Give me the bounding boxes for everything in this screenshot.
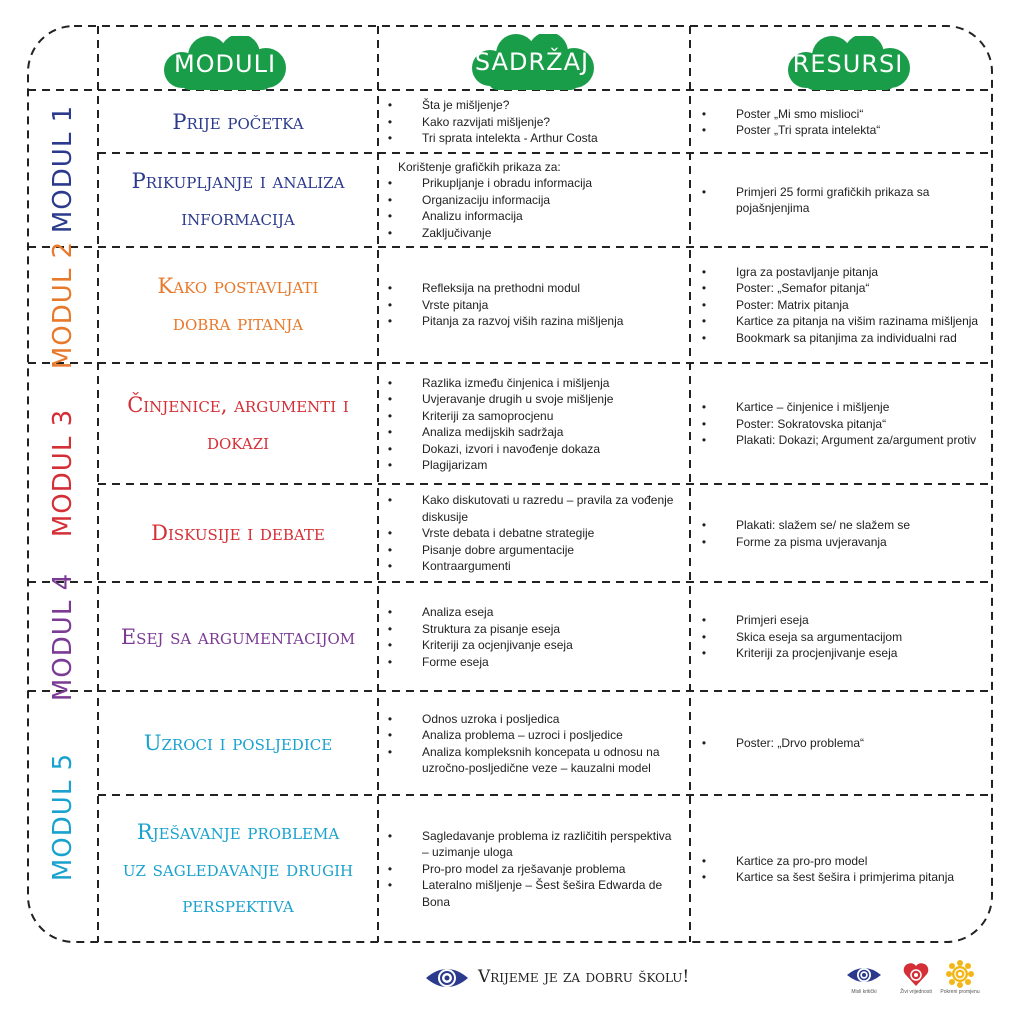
content-item: • Lateralno mišljenje – Šest šešira Edwarda de Bona bbox=[422, 877, 680, 910]
content-item: • Analiza medijskih sadržaja bbox=[422, 424, 680, 441]
content-item: • Kriteriji za samoprocjenu bbox=[422, 408, 680, 425]
content-item: • Razlika između činjenica i mišljenja bbox=[422, 375, 680, 392]
header-resources-label: RESURSI bbox=[792, 50, 904, 78]
row-title: Prikupljanje i analiza informacija bbox=[131, 169, 345, 230]
heart-logo-icon bbox=[902, 960, 930, 988]
header-modules-label: MODULI bbox=[173, 50, 277, 78]
resource-item: • Skica eseja sa argumentacijom bbox=[736, 629, 986, 646]
footer-slogan: Vrijeme je za dobru školu! bbox=[478, 967, 690, 987]
content-item: • Struktura za pisanje eseja bbox=[422, 621, 680, 638]
module-2-label: MODUL 2 bbox=[48, 240, 78, 370]
resource-item: • Kartice sa šest šešira i primjerima pitanja bbox=[736, 869, 986, 886]
resource-item: • Kriteriji za procjenjivanje eseja bbox=[736, 645, 986, 662]
resource-item: • Forme za pisma uvjeravanja bbox=[736, 534, 986, 551]
resource-item: • Kartice za pro-pro model bbox=[736, 853, 986, 870]
content-item: • Prikupljanje i obradu informacija bbox=[422, 175, 680, 192]
resource-item: • Kartice za pitanja na višim razinama mišljenja bbox=[736, 313, 986, 330]
content-intro: Korištenje grafičkih prikaza za: bbox=[398, 159, 561, 174]
content-item: • Kontraargumenti bbox=[422, 558, 680, 575]
content-item: • Odnos uzroka i posljedica bbox=[422, 711, 680, 728]
module-3-label: MODUL 3 bbox=[48, 408, 78, 537]
content-item: • Pitanja za razvoj viših razina mišljenja bbox=[422, 313, 680, 330]
resources-cell bbox=[694, 584, 986, 690]
resources-cell bbox=[694, 693, 986, 794]
module-5-label: MODUL 5 bbox=[48, 752, 78, 881]
row-title: Prije početka bbox=[172, 109, 304, 134]
content-cell bbox=[380, 155, 680, 245]
row-title: Rješavanje problema uz sagledavanje drugih perspektiva bbox=[122, 819, 354, 918]
resource-item: • Poster: „Drvo problema“ bbox=[736, 735, 986, 752]
content-item: • Tri sprata intelekta - Arthur Costa bbox=[422, 130, 680, 147]
row-title: Kako postavljati dobra pitanja bbox=[157, 274, 319, 335]
resource-item: • Poster: Matrix pitanja bbox=[736, 297, 986, 314]
content-item: • Kako diskutovati u razredu – pravila za vođenje diskusije bbox=[422, 492, 680, 525]
content-item: • Dokazi, izvori i navođenje dokaza bbox=[422, 441, 680, 458]
resources-cell bbox=[694, 155, 986, 245]
resource-item: • Igra za postavljanje pitanja bbox=[736, 264, 986, 281]
resources-cell bbox=[694, 486, 986, 581]
content-item: • Analiza eseja bbox=[422, 604, 680, 621]
resource-item: • Plakati: slažem se/ ne slažem se bbox=[736, 517, 986, 534]
content-item: • Pro-pro model za rješavanje problema bbox=[422, 861, 680, 878]
resource-item: • Poster: Sokratovska pitanja“ bbox=[736, 416, 986, 433]
content-item: • Vrste debata i debatne strategije bbox=[422, 525, 680, 542]
resource-item: • Kartice – činjenice i mišljenje bbox=[736, 399, 986, 416]
content-cell bbox=[380, 584, 680, 690]
resource-item: • Poster „Tri sprata intelekta“ bbox=[736, 122, 986, 139]
content-item: • Refleksija na prethodni modul bbox=[422, 280, 680, 297]
logo-caption: Živi vrijednosti bbox=[900, 989, 932, 995]
content-item: • Organizaciju informacija bbox=[422, 192, 680, 209]
content-item: • Analiza kompleksnih koncepata u odnosu na uzročno-posljedične veze – kauzalni model bbox=[422, 744, 680, 777]
module-1-label: MODUL 1 bbox=[48, 104, 78, 233]
header-modules bbox=[160, 36, 290, 90]
eye-icon bbox=[424, 964, 470, 992]
content-item: • Plagijarizam bbox=[422, 457, 680, 474]
content-item: • Forme eseja bbox=[422, 654, 680, 671]
resources-cell bbox=[694, 797, 986, 941]
content-item: • Analiza problema – uzroci i posljedice bbox=[422, 727, 680, 744]
content-item: • Kriteriji za ocjenjivanje eseja bbox=[422, 637, 680, 654]
content-cell bbox=[380, 797, 680, 941]
logo-caption: Misli kritički bbox=[851, 989, 877, 995]
resource-item: • Bookmark sa pitanjima za individualni rad bbox=[736, 330, 986, 347]
row-title: Činjenice, argumenti i dokazi bbox=[127, 393, 349, 454]
content-cell bbox=[380, 486, 680, 581]
resources-cell bbox=[694, 92, 986, 152]
resource-item: • Primjeri 25 formi grafičkih prikaza sa pojašnjenjima bbox=[736, 184, 986, 217]
header-content bbox=[466, 34, 598, 90]
content-cell bbox=[380, 365, 680, 483]
resource-item: • Poster: „Semafor pitanja“ bbox=[736, 280, 986, 297]
resource-item: • Poster „Mi smo mislioci“ bbox=[736, 106, 986, 123]
row-title: Uzroci i posljedice bbox=[143, 731, 333, 756]
row-title: Esej sa argumentacijom bbox=[120, 624, 356, 649]
content-cell bbox=[380, 693, 680, 794]
resources-cell bbox=[694, 249, 986, 361]
resource-item: • Plakati: Dokazi; Argument za/argument protiv bbox=[736, 432, 986, 449]
content-item: • Šta je mišljenje? bbox=[422, 97, 680, 114]
logo-caption: Pokreni promjenu bbox=[940, 989, 980, 995]
content-item: • Kako razvijati mišljenje? bbox=[422, 114, 680, 131]
sun-logo-icon bbox=[946, 960, 974, 988]
eye-logo-icon bbox=[846, 964, 882, 986]
resource-item: • Primjeri eseja bbox=[736, 612, 986, 629]
content-item: • Analizu informacija bbox=[422, 208, 680, 225]
content-item: • Pisanje dobre argumentacije bbox=[422, 542, 680, 559]
header-resources bbox=[782, 36, 914, 90]
content-item: • Zaključivanje bbox=[422, 225, 680, 242]
content-item: • Vrste pitanja bbox=[422, 297, 680, 314]
module-4-label: MODUL 4 bbox=[48, 572, 78, 701]
header-content-label: SADRŽAJ bbox=[474, 48, 590, 76]
content-cell bbox=[380, 249, 680, 361]
resources-cell bbox=[694, 365, 986, 483]
content-item: • Uvjeravanje drugih u svoje mišljenje bbox=[422, 391, 680, 408]
content-cell bbox=[380, 92, 680, 152]
row-title: Diskusije i debate bbox=[151, 521, 325, 546]
content-item: • Sagledavanje problema iz različitih perspektiva – uzimanje uloga bbox=[422, 828, 680, 861]
